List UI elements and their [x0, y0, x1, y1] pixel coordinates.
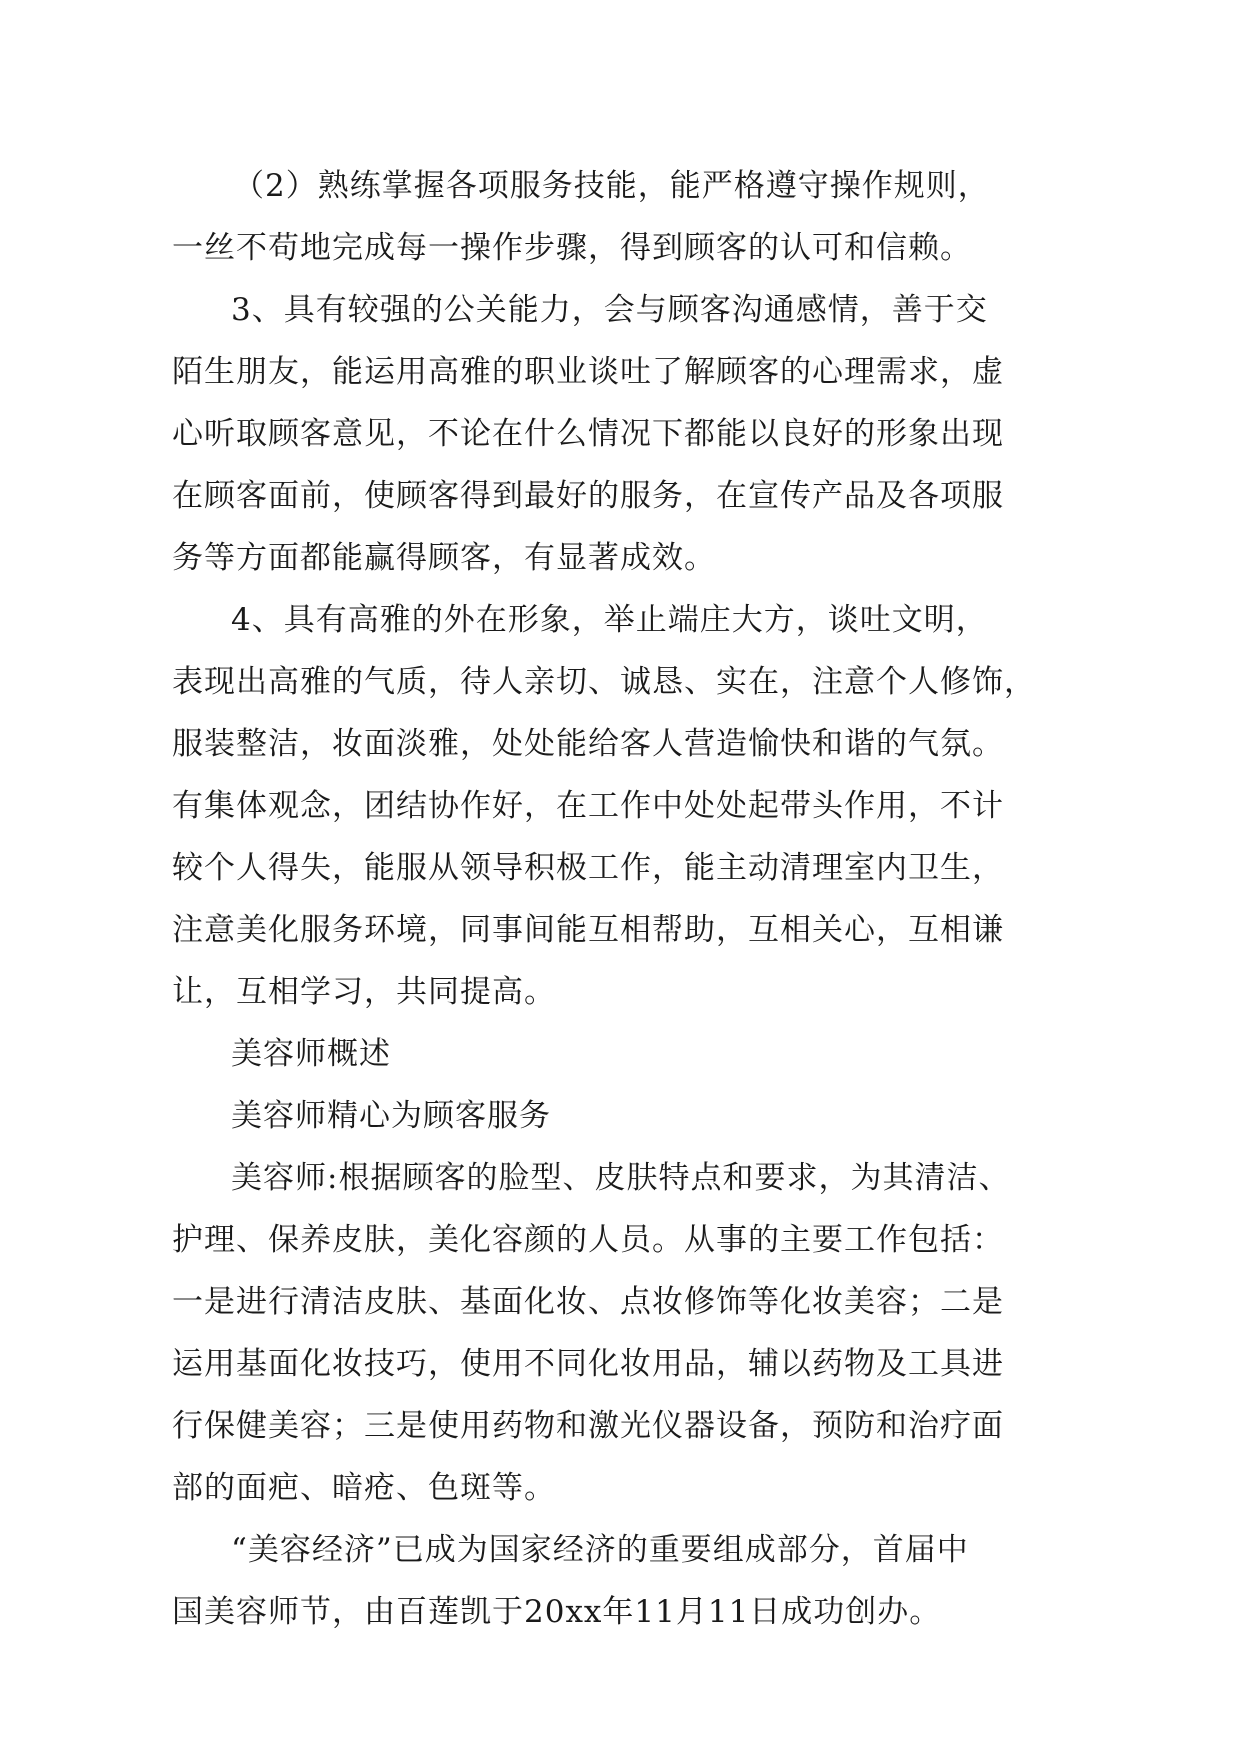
text-line: 在顾客面前，使顾客得到最好的服务，在宣传产品及各项服 — [172, 478, 1004, 514]
text-line: 让，互相学习，共同提高。 — [172, 974, 556, 1010]
section-heading: 美容师概述 — [231, 1036, 391, 1072]
text-line: 运用基面化妆技巧，使用不同化妆用品，辅以药物及工具进 — [172, 1346, 1004, 1382]
text-line: 较个人得失，能服从领导积极工作，能主动清理室内卫生， — [172, 850, 1004, 886]
text-line: 心听取顾客意见，不论在什么情况下都能以良好的形象出现 — [172, 416, 1004, 452]
text-line: 务等方面都能赢得顾客，有显著成效。 — [172, 540, 716, 576]
text-line: 注意美化服务环境，同事间能互相帮助，互相关心，互相谦 — [172, 912, 1004, 948]
section-subheading: 美容师精心为顾客服务 — [231, 1098, 551, 1134]
text-line: 美容师:根据顾客的脸型、皮肤特点和要求，为其清洁、 — [231, 1160, 1011, 1196]
text-line: 一是进行清洁皮肤、基面化妆、点妆修饰等化妆美容；二是 — [172, 1284, 1004, 1320]
text-line: 3、具有较强的公关能力，会与顾客沟通感情，善于交 — [231, 292, 988, 328]
text-line: 服装整洁，妆面淡雅，处处能给客人营造愉快和谐的气氛。 — [172, 726, 1004, 762]
text-line: 有集体观念，团结协作好，在工作中处处起带头作用，不计 — [172, 788, 1004, 824]
text-line: 护理、保养皮肤，美化容颜的人员。从事的主要工作包括： — [172, 1222, 1004, 1258]
text-line: “美容经济”已成为国家经济的重要组成部分，首届中 — [231, 1532, 969, 1568]
text-line: 陌生朋友，能运用高雅的职业谈吐了解顾客的心理需求，虚 — [172, 354, 1004, 390]
text-line: 4、具有高雅的外在形象，举止端庄大方，谈吐文明， — [231, 602, 988, 638]
text-line: 国美容师节，由百莲凯于20xx年11月11日成功创办。 — [172, 1594, 942, 1630]
text-line: 部的面疤、暗疮、色斑等。 — [172, 1470, 556, 1506]
text-line: 表现出高雅的气质，待人亲切、诚恳、实在，注意个人修饰， — [172, 664, 1036, 700]
text-line: 一丝不苟地完成每一操作步骤，得到顾客的认可和信赖。 — [172, 230, 972, 266]
text-line: （2）熟练掌握各项服务技能，能严格遵守操作规则， — [233, 168, 990, 204]
text-line: 行保健美容；三是使用药物和激光仪器设备，预防和治疗面 — [172, 1408, 1004, 1444]
